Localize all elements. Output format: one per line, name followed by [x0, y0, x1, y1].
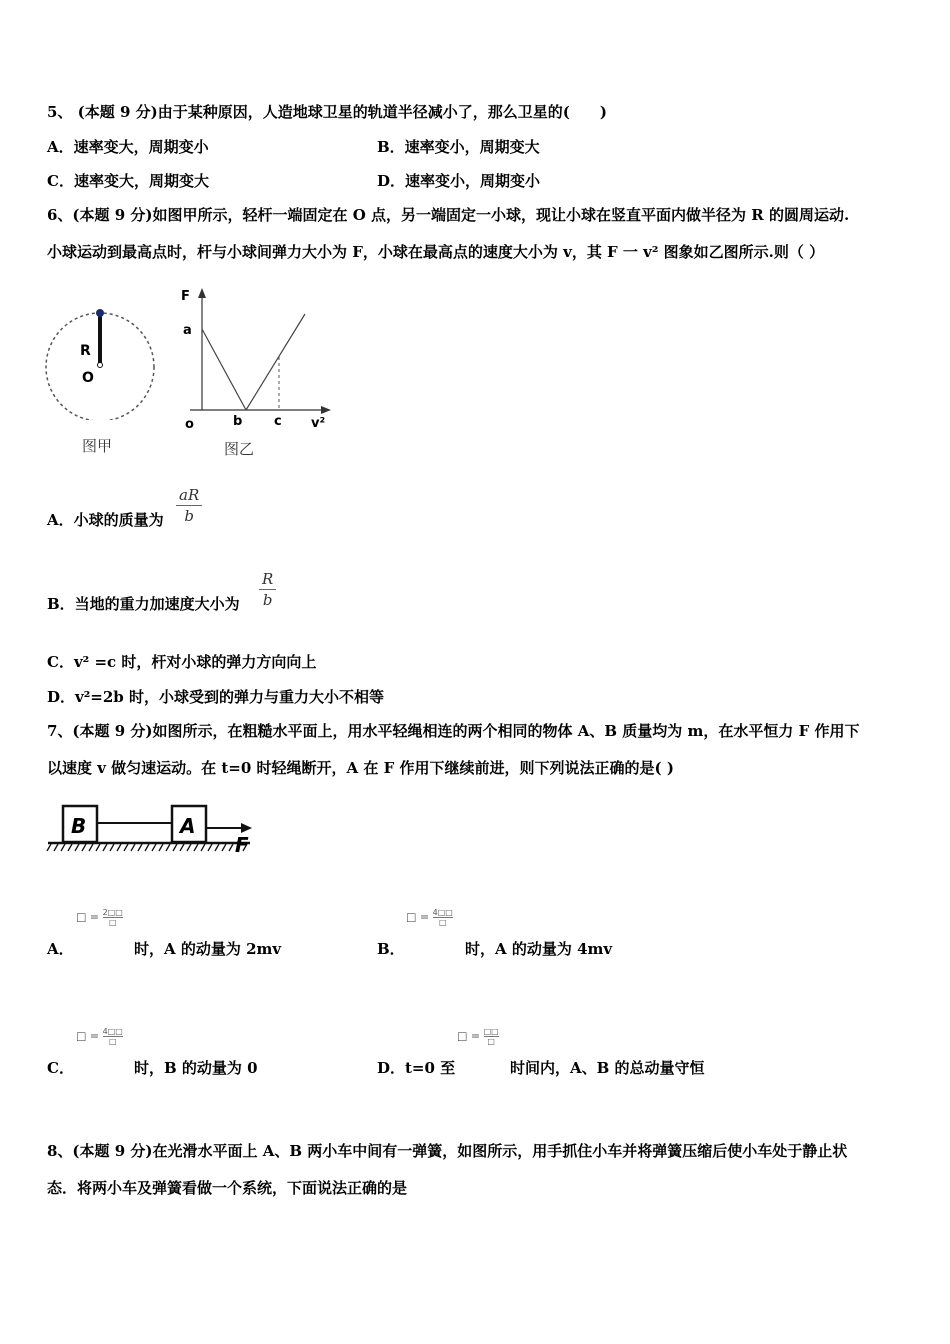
q7-option-c-formula — [76, 1027, 123, 1046]
q6-b-denominator: b — [262, 591, 273, 609]
q5-stem: 5、 (本题 9 分)由于某种原因，人造地球卫星的轨道半径减小了，那么卫星的( ) — [47, 103, 607, 121]
q7-option-d-formula — [457, 1027, 499, 1046]
q7-option-b-formula — [406, 908, 453, 927]
q7-stem-line2: 以速度 v 做匀速运动。在 t=0 时轻绳断开，A 在 F 作用下继续前进，则下列说法正确的是( ) — [47, 759, 674, 777]
q6-figure-jia — [40, 305, 165, 420]
q7-b-formula-lhs: □ = — [406, 910, 430, 924]
q6-fig-yi-a-label: a — [183, 323, 192, 338]
q6-fig-yi-b-label: b — [233, 414, 243, 429]
q6-option-d: D．v²=2b 时，小球受到的弹力与重力大小不相等 — [47, 688, 385, 706]
q5-option-a: A．速率变大，周期变小 — [47, 138, 209, 156]
q7-d-formula-lhs: □ = — [457, 1029, 481, 1043]
q7-c-formula-num: 4□□ — [102, 1027, 123, 1036]
q7-option-a-prefix: A． — [47, 940, 74, 958]
q6-a-denominator: b — [184, 507, 194, 525]
q7-fig-f-label: F — [235, 833, 249, 857]
q7-option-b-prefix: B． — [377, 940, 405, 958]
q6-fig-jia-o-label: O — [82, 370, 94, 386]
q6-fig-yi-c-label: c — [274, 414, 282, 429]
q7-option-b-text: 时，A 的动量为 4mv — [465, 940, 613, 958]
q6-option-a-fraction — [176, 486, 202, 525]
q6-figure-yi — [175, 282, 340, 437]
q6-option-c: C．v² =c 时，杆对小球的弹力方向向上 — [47, 653, 317, 671]
q7-option-c-text: 时，B 的动量为 0 — [134, 1059, 258, 1077]
q7-stem-line1: 7、(本题 9 分)如图所示，在粗糙水平面上，用水平轻绳相连的两个相同的物体 A、B 质量均为 m，在水平恒力 F 作用下 — [47, 722, 860, 740]
q7-option-a-text: 时，A 的动量为 2mv — [134, 940, 282, 958]
q5-option-b: B．速率变小，周期变大 — [377, 138, 540, 156]
q6-b-numerator: R — [262, 570, 274, 588]
q6-fig-yi-o-label: o — [185, 417, 194, 432]
q6-fig-yi-f-label: F — [181, 289, 190, 304]
q6-fig-jia-r-label: R — [80, 343, 91, 359]
q7-option-d-prefix: D．t=0 至 — [377, 1059, 456, 1077]
q7-d-formula-num: □□ — [483, 1027, 499, 1036]
q7-fig-b-label: B — [71, 814, 87, 838]
q7-b-formula-num: 4□□ — [432, 908, 453, 917]
q6-fig-jia-caption: 图甲 — [82, 437, 113, 455]
q6-fig-yi-v-label: v² — [311, 416, 326, 431]
q7-option-a-formula — [76, 908, 123, 927]
q7-a-formula-num: 2□□ — [102, 908, 123, 917]
q6-option-b: B．当地的重力加速度大小为 — [47, 595, 240, 613]
q8-stem-line1: 8、(本题 9 分)在光滑水平面上 A、B 两小车中间有一弹簧，如图所示，用手抓住小车并将弹簧压缩后使小车处于静止状 — [47, 1142, 848, 1160]
q7-option-c-prefix: C． — [47, 1059, 74, 1077]
q6-option-b-fraction — [259, 570, 276, 609]
q7-figure — [45, 792, 260, 857]
q7-a-formula-lhs: □ = — [76, 910, 100, 924]
q5-option-d: D．速率变小，周期变小 — [377, 172, 541, 190]
q7-a-formula-den: □ — [103, 917, 123, 927]
q6-a-numerator: aR — [179, 486, 200, 504]
q7-option-d-text: 时间内，A、B 的总动量守恒 — [510, 1059, 705, 1077]
q6-stem-line1: 6、(本题 9 分)如图甲所示，轻杆一端固定在 O 点，另一端固定一小球，现让小球在竖直平面内做半径为 R 的圆周运动. — [47, 206, 850, 224]
q8-stem-line2: 态．将两小车及弹簧看做一个系统，下面说法正确的是 — [47, 1179, 408, 1197]
q6-option-a: A．小球的质量为 — [47, 511, 164, 529]
q7-d-formula-den: □ — [484, 1036, 499, 1046]
q7-c-formula-den: □ — [103, 1036, 123, 1046]
q7-b-formula-den: □ — [433, 917, 453, 927]
q7-fig-a-label: A — [180, 814, 196, 838]
q5-option-c: C．速率变大，周期变大 — [47, 172, 209, 190]
q6-fig-yi-caption: 图乙 — [224, 440, 255, 458]
q6-stem-line2: 小球运动到最高点时，杆与小球间弹力大小为 F，小球在最高点的速度大小为 v，其 F 一 v² 图象如乙图所示.则（ ） — [47, 243, 825, 261]
q7-c-formula-lhs: □ = — [76, 1029, 100, 1043]
